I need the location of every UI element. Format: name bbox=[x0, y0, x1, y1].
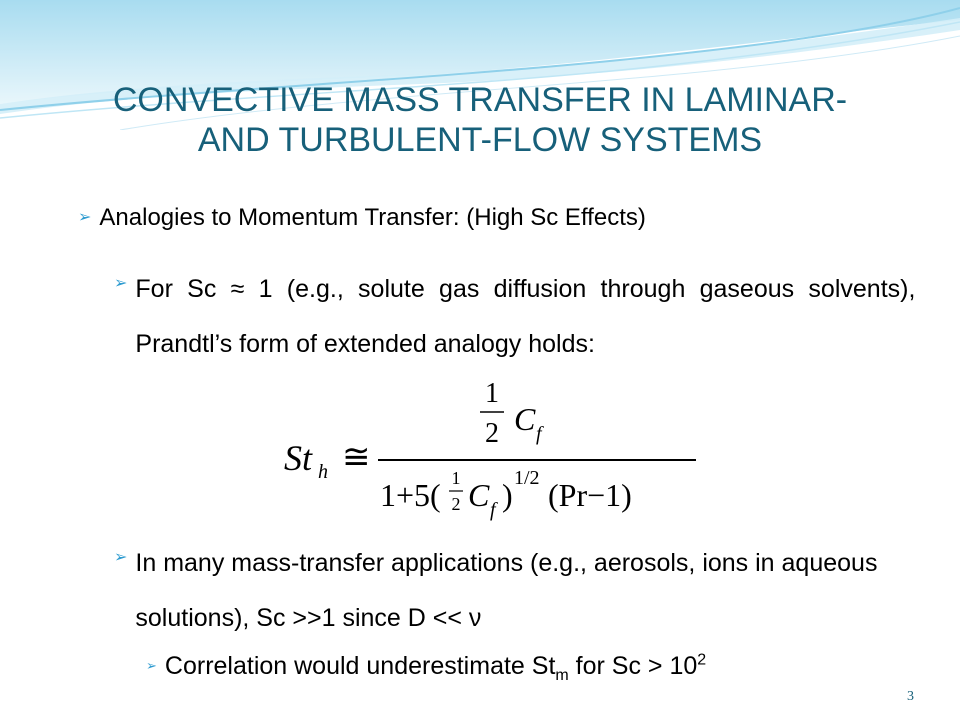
formula-lhs-sub: h bbox=[318, 461, 328, 483]
formula-den-half-num: 1 bbox=[451, 468, 461, 488]
slide-title bbox=[40, 80, 920, 160]
formula-den-exponent: 1/2 bbox=[514, 467, 540, 489]
arrow-bullet-icon: ➢ bbox=[114, 549, 128, 566]
arrow-bullet-icon: ➢ bbox=[114, 275, 128, 292]
formula-num-symbol: C bbox=[514, 401, 536, 437]
prandtl-analogy-formula bbox=[270, 360, 710, 530]
formula-num-half-den: 2 bbox=[485, 418, 499, 449]
formula-den-half-den: 2 bbox=[451, 494, 461, 514]
formula-den-tail: (Pr−1) bbox=[548, 477, 632, 513]
bullet-text: Analogies to Momentum Transfer: (High Sc Effects) bbox=[99, 204, 646, 231]
bullet-text: In many mass-transfer applications (e.g., aerosols, ions in aqueous solutions), Sc >>1 since D << ν bbox=[135, 549, 878, 632]
page-number: 3 bbox=[907, 689, 914, 704]
slide-title-line-2: AND TURBULENT-FLOW SYSTEMS bbox=[197, 121, 763, 159]
sub-bullet-middle: for Sc > 10 bbox=[568, 652, 698, 680]
bullet-sc-approx-1 bbox=[114, 262, 924, 372]
slide-title-line-1: CONVECTIVE MASS TRANSFER IN LAMINAR- bbox=[112, 81, 848, 119]
formula-den-symbol-sub: f bbox=[490, 499, 496, 521]
bullet-high-sc-applications bbox=[114, 536, 924, 646]
formula-num-symbol-sub: f bbox=[536, 423, 542, 445]
sub-bullet-text bbox=[165, 648, 706, 684]
formula-relation: ≅ bbox=[342, 439, 371, 476]
bullet-text: For Sc ≈ 1 (e.g., solute gas diffusion through gaseous solvents), Prandtl’s form of extended analogy holds: bbox=[135, 275, 916, 358]
sub-bullet-prefix: Correlation would underestimate St bbox=[164, 652, 556, 680]
formula-den-symbol: C bbox=[468, 477, 490, 513]
sub-bullet-correlation bbox=[146, 648, 706, 684]
formula-lhs: St bbox=[284, 438, 313, 478]
formula-den-start: 1+5( bbox=[380, 477, 441, 513]
sub-bullet-subscript: m bbox=[555, 667, 569, 684]
arrow-bullet-icon: ➢ bbox=[146, 658, 157, 673]
arrow-bullet-icon: ➢ bbox=[78, 209, 92, 226]
bullet-analogies bbox=[78, 203, 646, 233]
sub-bullet-superscript: 2 bbox=[697, 651, 707, 669]
formula-num-half-num: 1 bbox=[485, 378, 499, 409]
formula-den-close-paren: ) bbox=[502, 477, 513, 513]
